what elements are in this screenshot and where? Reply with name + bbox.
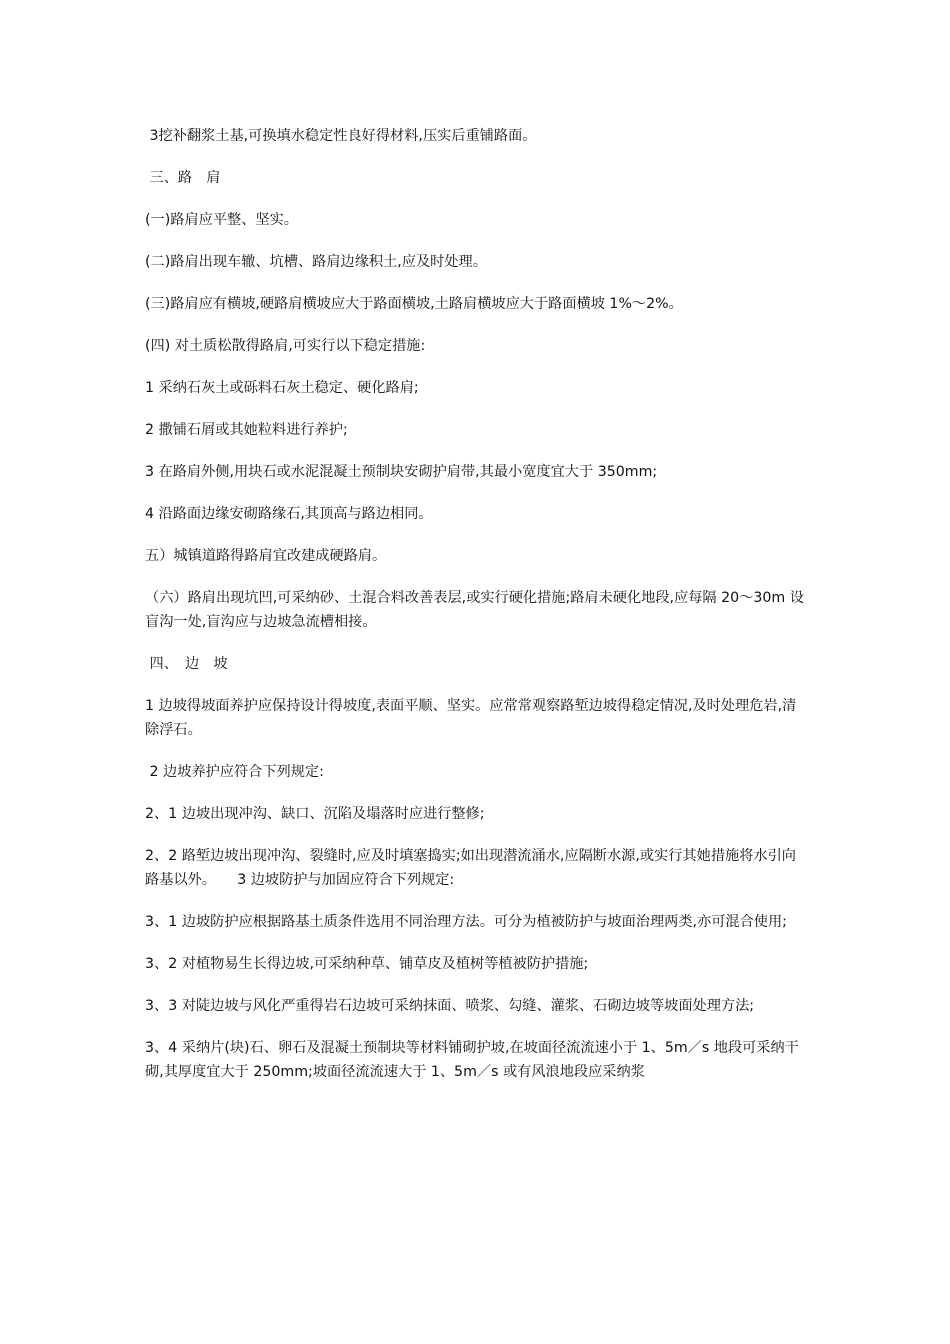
paragraph: (三)路肩应有横坡,硬路肩横坡应大于路面横坡,土路肩横坡应大于路面横坡 1%～2%。 [145, 296, 683, 312]
paragraph: 五）城镇道路得路肩宜改建成硬路肩。 [145, 548, 387, 564]
list-item: 2、2 路堑边坡出现冲沟、裂缝时,应及时填塞捣实;如出现潜流涌水,应隔断水源,或实行其她措施将水引向路基以外。 3 边坡防护与加固应符合下列规定: [145, 848, 796, 888]
paragraph: 1 边坡得坡面养护应保持设计得坡度,表面平顺、坚实。应常常观察路堑边坡得稳定情况,及时处理危岩,清除浮石。 [145, 698, 797, 738]
list-item: 3、4 采纳片(块)石、卵石及混凝土预制块等材料铺砌护坡,在坡面径流流速小于 1、5m／s 地段可采纳干砌,其厚度宜大于 250mm;坡面径流流速大于 1、5m／s 或有风浪地段应采纳浆 [145, 1040, 799, 1080]
list-item: 3、3 对陡边坡与风化严重得岩石边坡可采纳抹面、喷浆、勾缝、灌浆、石砌边坡等坡面处理方法; [145, 998, 755, 1014]
list-item: 3 在路肩外侧,用块石或水泥混凝土预制块安砌护肩带,其最小宽度宜大于 350mm; [145, 464, 658, 480]
section-heading-road-shoulder: 三、路 肩 [145, 170, 221, 186]
paragraph: （六）路肩出现坑凹,可采纳砂、土混合料改善表层,或实行硬化措施;路肩未硬化地段,应每隔 20～30m 设盲沟一处,盲沟应与边坡急流槽相接。 [145, 590, 804, 630]
paragraph: 3挖补翻浆土基,可换填水稳定性良好得材料,压实后重铺路面。 [145, 128, 537, 144]
list-item: 3、1 边坡防护应根据路基土质条件选用不同治理方法。可分为植被防护与坡面治理两类,亦可混合使用; [145, 914, 787, 930]
list-item: 2、1 边坡出现冲沟、缺口、沉陷及塌落时应进行整修; [145, 806, 485, 822]
document-body [145, 124, 810, 1102]
paragraph: 2 边坡养护应符合下列规定: [145, 764, 324, 780]
section-heading-slope: 四、 边 坡 [145, 656, 228, 672]
paragraph: (四) 对土质松散得路肩,可实行以下稳定措施: [145, 338, 426, 354]
list-item: 4 沿路面边缘安砌路缘石,其顶高与路边相同。 [145, 506, 433, 522]
list-item: 3、2 对植物易生长得边坡,可采纳种草、铺草皮及植树等植被防护措施; [145, 956, 589, 972]
list-item: 2 撒铺石屑或其她粒料进行养护; [145, 422, 348, 438]
paragraph: (二)路肩出现车辙、坑槽、路肩边缘积土,应及时处理。 [145, 254, 487, 270]
list-item: 1 采纳石灰土或砾料石灰土稳定、硬化路肩; [145, 380, 419, 396]
paragraph: (一)路肩应平整、坚实。 [145, 212, 298, 228]
